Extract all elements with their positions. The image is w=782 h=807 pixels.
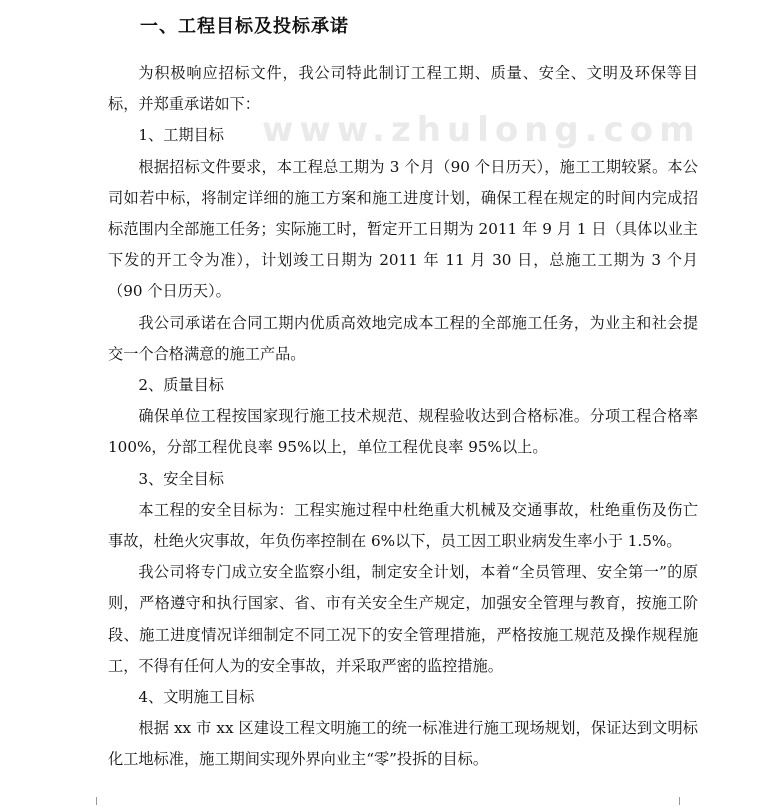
- document-body: [108, 58, 698, 776]
- paragraph: 我公司承诺在合同工期内优质高效地完成本工程的全部施工任务，为业主和社会提交一个合格满意的施工产品。: [108, 313, 698, 363]
- subsection-heading: 1、工期目标: [138, 126, 224, 145]
- paragraph: 我公司将专门成立安全监察小组，制定安全计划，本着“全员管理、安全第一”的原则，严格遵守和执行国家、省、市有关安全生产规定，加强安全管理与教育，按施工阶段、施工进度情况详细制定不同工况下的安全管理措施，严格按施工规范及操作规程施工，不得有任何人为的安全事故，并采取严密的监控措施。: [108, 563, 698, 675]
- watermark: www.zhulong.com: [262, 110, 701, 150]
- paragraph: 确保单位工程按国家现行施工技术规范、规程验收达到合格标准。分项工程合格率 100%，分部工程优良率 95%以上，单位工程优良率 95%以上。: [108, 407, 698, 457]
- page-corner-mark-left: [86, 797, 97, 805]
- paragraph: 根据招标文件要求，本工程总工期为 3 个月（90 个日历天），施工工期较紧。本公司如若中标，将制定详细的施工方案和施工进度计划，确保工程在规定的时间内完成招标范围内全部施工任务；实际施工时，暂定开工日期为 2011 年 9 月 1 日（具体以业主下发的开工令为准），计划竣工日期为 2011 年 11 月 30 日，总施工工期为 3 个月（90 个日历天）。: [108, 157, 698, 301]
- page-corner-mark-right: [679, 797, 690, 805]
- subsection-heading: 2、质量目标: [138, 376, 224, 395]
- paragraph: 本工程的安全目标为：工程实施过程中杜绝重大机械及交通事故，杜绝重伤及伤亡事故，杜绝火灾事故，年负伤率控制在 6%以下，员工因工职业病发生率小于 1.5%。: [108, 500, 698, 551]
- subsection-heading: 3、安全目标: [138, 469, 224, 488]
- paragraph: 根据 xx 市 xx 区建设工程文明施工的统一标准进行施工现场规划，保证达到文明标化工地标准，施工期间实现外界向业主“零”投拆的目标。: [108, 719, 698, 769]
- paragraph: 为积极响应招标文件，我公司特此制订工程工期、质量、安全、文明及环保等目标，并郑重承诺如下：: [108, 64, 698, 114]
- subsection-heading: 4、文明施工目标: [138, 688, 255, 707]
- section-heading: 一、工程目标及投标承诺: [140, 16, 349, 37]
